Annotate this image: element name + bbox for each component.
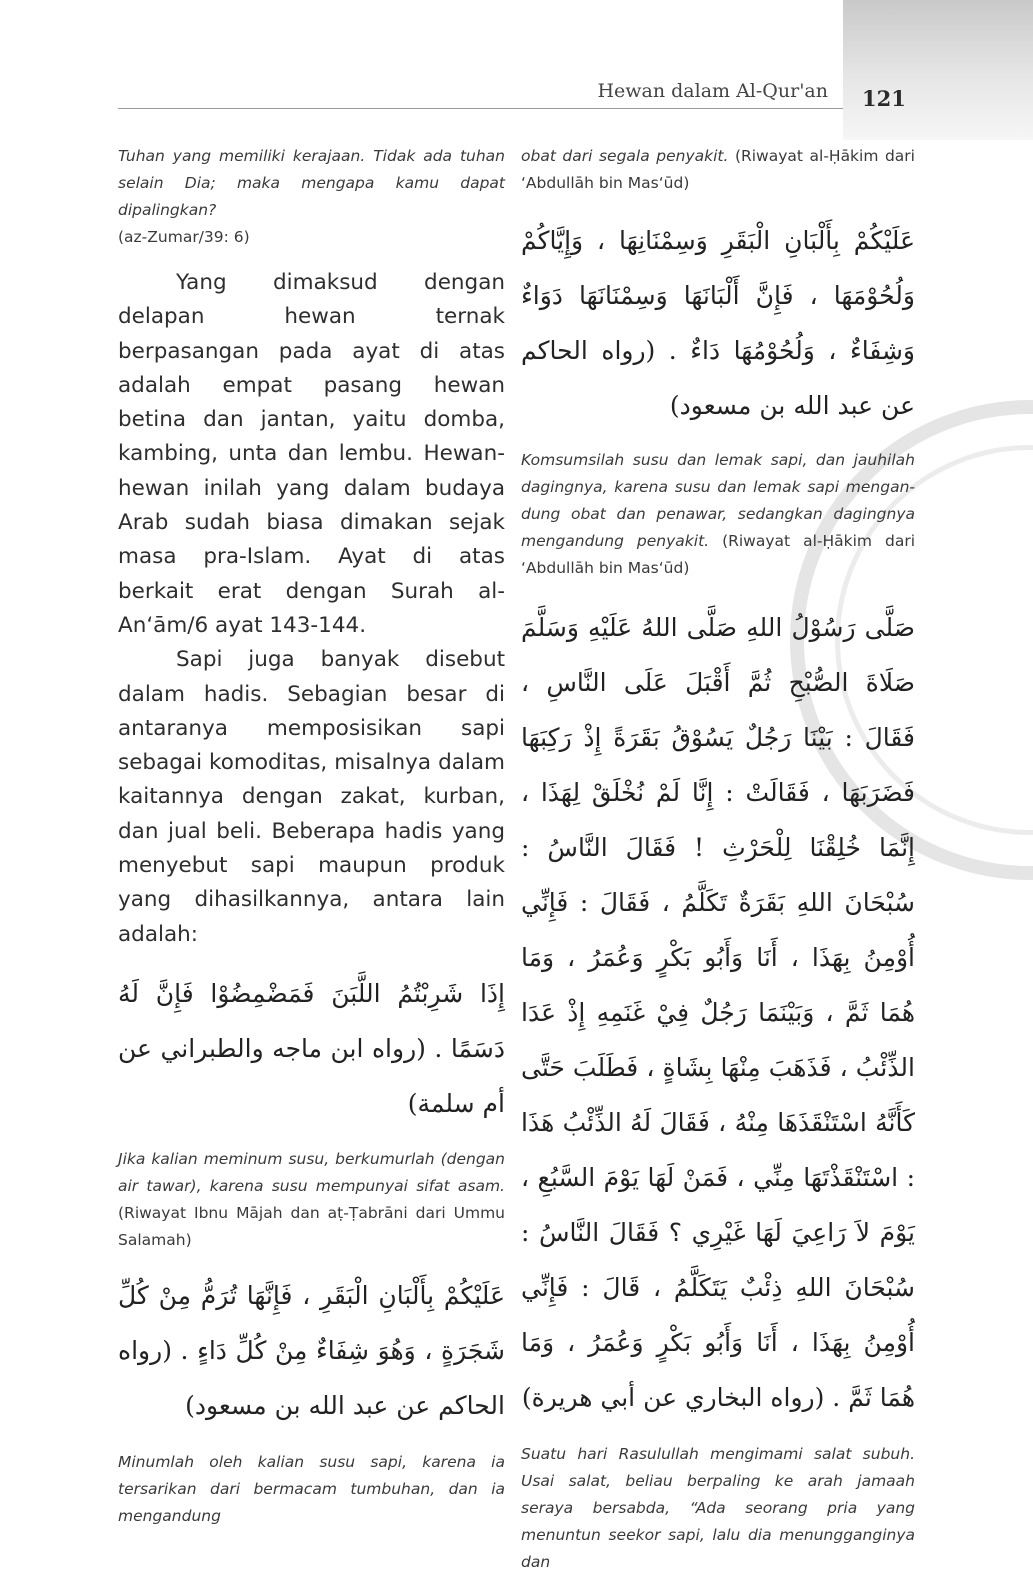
hadith-source: (Riwayat Ibnu Mājah dan aṭ-Ṭabrāni dari Ummu Salamah) (118, 1203, 505, 1249)
page-corner-tab (843, 0, 1033, 140)
hadith-arabic-4: صَلَّى رَسُوْلُ اللهِ صَلَّى اللهُ عَلَيْهِ وَسَلَّمَ صَلَاةَ الصُّبْحِ ثُمَّ أَقْبَلَ عَلَى النَّاسِ ، فَقَالَ : بَيْنَا رَجُلٌ يَسُوْقُ بَقَرَةً إِذْ رَكِبَهَا فَضَرَبَهَا ، فَقَالَتْ : إِنَّا لَمْ نُخْلَقْ لِهَذَا ، إِنَّمَا خُلِقْنَا لِلْحَرْثِ ! فَقَالَ النَّاسُ : سُبْحَانَ اللهِ بَقَرَةٌ تَكَلَّمُ ، فَقَالَ : فَإِنِّي أُوْمِنُ بِهَذَا ، أَنَا وَأَبُو بَكْرٍ وَعُمَرُ ، وَمَا هُمَا ثَمَّ ، وَبَيْنَمَا رَجُلٌ فِيْ غَنَمِهِ إِذْ عَدَا الذِّئْبُ ، فَذَهَبَ مِنْهَا بِشَاةٍ ، فَطَلَبَ حَتَّى كَأَنَّهُ اسْتَنْقَذَهَا مِنْهُ ، فَقَالَ لَهُ الذِّئْبُ هَذَا : اسْتَنْقَذْتَهَا مِنِّي ، فَمَنْ لَهَا يَوْمَ السَّبُعِ ، يَوْمَ لاَ رَاعِيَ لَهَا غَيْرِي ؟ فَقَالَ النَّاسُ : سُبْحَانَ اللهِ ذِئْبٌ يَتَكَلَّمُ ، قَالَ : فَإِنِّي أُوْمِنُ بِهَذَا ، أَنَا وَأَبُو بَكْرٍ وَعُمَرُ ، وَمَا هُمَا ثَمَّ . (رواه البخاري عن أبي هريرة) (521, 613, 915, 1412)
translation-text: obat dari segala penyakit. (521, 147, 729, 165)
hadith-arabic-3: عَلَيْكُمْ بِأَلْبَانِ الْبَقَرِ وَسِمْنَانِهَا ، وَإِيَّاكُمْ وَلُحُوْمَهَا ، فَإِنَّ أَلْبَانَهَا وَسِمْنَانَهَا دَوَاءٌ وَشِفَاءٌ ، وَلُحُوْمُهَا دَاءٌ . (رواه الحاكم عن عبد الله بن مسعود) (521, 226, 915, 420)
quran-translation (118, 143, 505, 251)
hadith-arabic-1: إِذَا شَرِبْتُمُ اللَّبَنَ فَمَضْمِضُوْا فَإِنَّ لَهُ دَسَمًا . (رواه ابن ماجه والطبراني عن أم سلمة) (118, 978, 505, 1118)
left-column (118, 143, 505, 1530)
hadith-translation-2: Minumlah oleh kalian susu sapi, karena ia tersarikan dari bermacam tumbuhan, dan ia mengandung (118, 1452, 505, 1525)
hadith-translation-1 (118, 1146, 505, 1254)
header-rule (118, 108, 843, 109)
hadith-source: (Riwayat al-Ḥākim dari ‘Abdullāh bin Mas‘ūd) (521, 147, 915, 192)
body-paragraph-eight-animals: Yang dimaksud dengan delapan hewan ternak berpasangan pada ayat di atas adalah empat pasang hewan betina dan jantan, yaitu domba, kambing, unta dan lembu. Hewan-hewan inilah yang dalam budaya Arab sudah biasa dimakan sejak masa pra-Islam. Ayat di atas berkait erat dengan Surah al-An‘ām/6 ayat 143-144. (118, 270, 505, 638)
hadith-translation-2-cont (521, 143, 915, 197)
hadith-arabic-2: عَلَيْكُمْ بِأَلْبَانِ الْبَقَرِ ، فَإِنَّهَا تُرَمُّ مِنْ كُلِّ شَجَرَةٍ ، وَهُوَ شِفَاءٌ مِنْ كُلِّ دَاءٍ . (رواه الحاكم عن عبد الله بن مسعود) (118, 1280, 505, 1420)
hadith-source: (Riwayat al-Ḥākim dari ‘Abdullāh bin Mas‘ūd) (521, 532, 915, 577)
translation-text: Tuhan yang memiliki kerajaan. Tidak ada tuhan selain Dia; maka mengapa kamu dapat dipalingkan? (118, 147, 505, 219)
body-paragraph-cow-hadith: Sapi juga banyak disebut dalam hadis. Sebagian besar di antaranya memposisikan sapi sebagai komoditas, misalnya dalam kaitannya dengan zakat, kurban, dan jual beli. Beberapa hadis yang menyebut sapi maupun produk yang dihasilkannya, antara lain adalah: (118, 647, 505, 947)
hadith-translation-4: Suatu hari Rasulullah mengimami salat subuh. Usai salat, beliau berpaling ke arah jamaah seraya bersabda, “Ada seorang pria yang menuntun seekor sapi, lalu dia menungganginya dan (521, 1445, 915, 1571)
hadith-translation-3 (521, 447, 915, 582)
translation-text: Jika kalian meminum susu, berkumurlah (dengan air tawar), karena susu mempunyai sifat asam. (118, 1149, 505, 1195)
verse-reference: (az-Zumar/39: 6) (118, 228, 250, 246)
translation-text: Komsumsilah susu dan lemak sapi, dan jauhilah dagingnya, karena susu dan lemak sapi mengandung obat dan penawar, sedangkan dagingnya mengandung penyakit. (521, 451, 915, 550)
right-column (521, 143, 915, 1576)
running-header-title: Hewan dalam Al-Qur'an (597, 80, 828, 102)
page-number: 121 (862, 86, 906, 111)
